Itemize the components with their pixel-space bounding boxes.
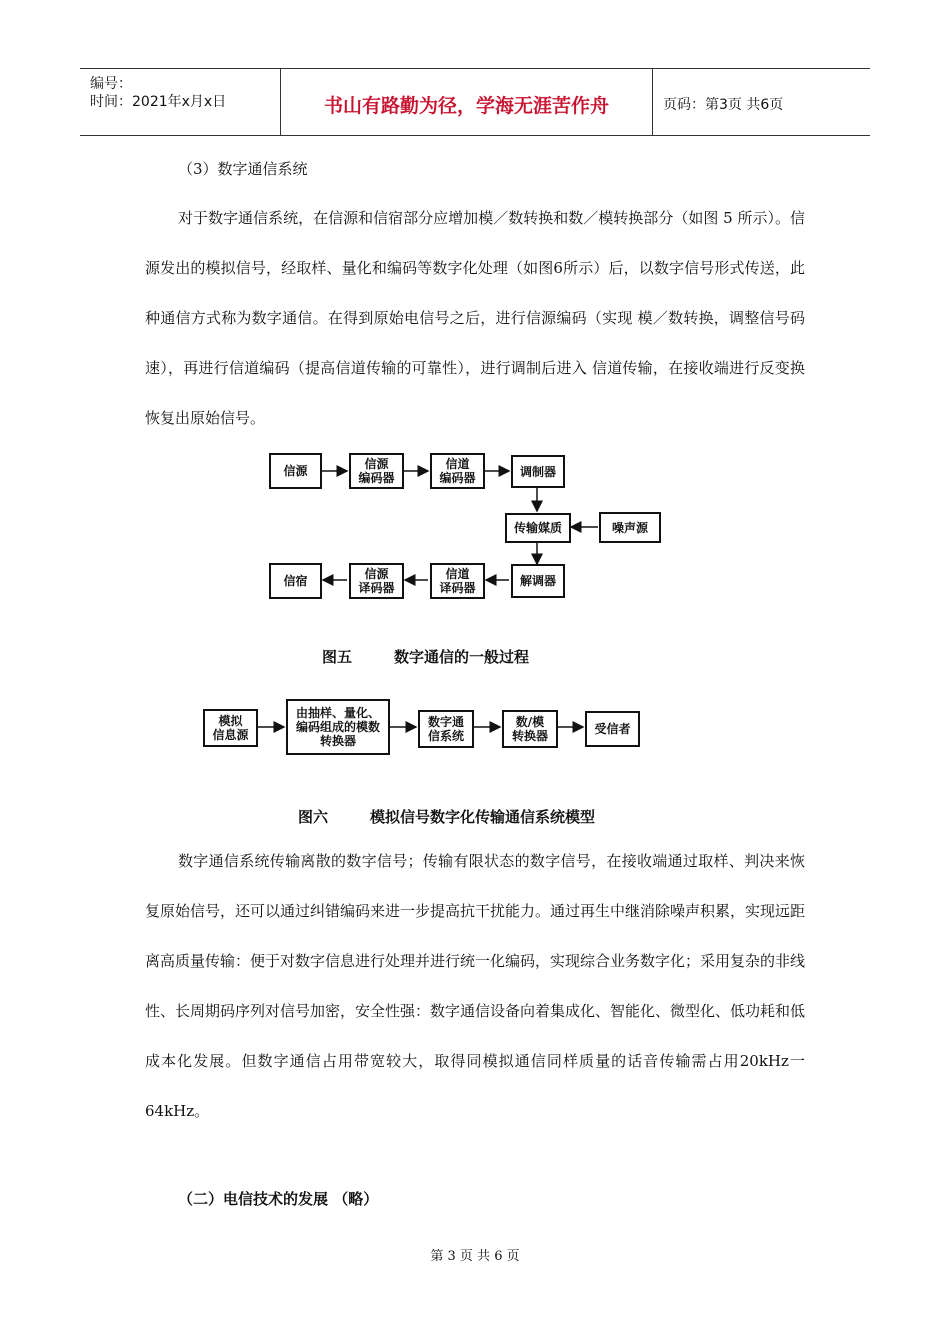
section-heading-digital-communication: （3）数字通信系统 <box>178 160 308 178</box>
box-digital-system <box>418 710 474 748</box>
box-demodulator <box>511 564 565 598</box>
box-medium-label: 传输媒质 <box>513 521 562 535</box>
box-source-encoder-label: 信源 编码器 <box>358 457 395 485</box>
box-transmission-medium <box>505 513 571 543</box>
box-da-converter-label: 数/模 转换器 <box>511 715 548 743</box>
header-motto: 书山有路勤为径，学海无涯苦作舟 <box>323 95 609 117</box>
box-ad-converter-label: 由抽样、量化、 编码组成的模数 转换器 <box>295 706 380 748</box>
box-noise-label: 噪声源 <box>611 520 648 535</box>
section-heading-telecom-development: （二）电信技术的发展 （略） <box>178 1190 379 1208</box>
box-receiver <box>585 711 640 747</box>
page-footer: 第 3 页 共 6 页 <box>430 1249 520 1264</box>
box-sink <box>269 563 322 599</box>
box-channel-encoder <box>430 453 485 489</box>
box-ad-converter <box>286 699 390 755</box>
box-receiver-label: 受信者 <box>594 722 631 736</box>
figure-6-caption <box>298 806 595 827</box>
box-source-encoder <box>349 453 404 489</box>
box-source-decoder <box>349 563 404 599</box>
box-channel-encoder-label: 信道 编码器 <box>439 457 476 485</box>
box-channel-decoder-label: 信道 译码器 <box>439 567 476 595</box>
paragraph-1: 对于数字通信系统，在信源和信宿部分应增加模／数转换和数／模转换部分（如图 5 所示）。信源发出的模拟信号，经取样、量化和编码等数字化处理（如图6所示）后，以数字信号形式传送，此种通信方式称为数字通信。在得到原始电信号之后，进行信源编码（实现 模／数转换，调整信号码速），再进行信道编码（提高信道传输的可靠性），进行调制后进入 信道传输，在接收端进行反变换恢复出原始信号。 <box>145 209 805 427</box>
paragraph-2: 数字通信系统传输离散的数字信号；传输有限状态的数字信号，在接收端通过取样、判决来恢复原始信号，还可以通过纠错编码来进一步提高抗干扰能力。通过再生中继消除噪声积累，实现远距离高质量传输：便于对数字信息进行处理并进行统一化编码，实现综合业务数字化；采用复杂的非线性、长周期码序列对信号加密，安全性强：数字通信设备向着集成化、智能化、微型化、低功耗和低成本化发展。但数字通信占用带宽较大，取得同模拟通信同样质量的话音传输需占用20kHz一 64kHz。 <box>145 852 806 1120</box>
box-source-label: 信源 <box>283 464 308 478</box>
box-source <box>269 453 322 489</box>
figure-5-caption-text: 数字通信的一般过程 <box>394 648 530 666</box>
figure-6-caption-number: 图六 <box>298 808 329 826</box>
box-source-decoder-label: 信源 译码器 <box>358 567 395 595</box>
box-analog-source <box>203 709 258 747</box>
box-noise-source <box>599 512 661 543</box>
header-page-number: 页码：第3页 共6页 <box>663 97 784 113</box>
figure-6-caption-text: 模拟信号数字化传输通信系统模型 <box>370 808 596 826</box>
doc-number-label: 编号： <box>90 76 132 92</box>
box-sink-label: 信宿 <box>283 574 308 588</box>
box-digital-system-label: 数字通 信系统 <box>427 715 464 743</box>
box-channel-decoder <box>430 563 485 599</box>
figure-5-caption <box>322 646 529 667</box>
doc-time-label: 时间：2021年x月x日 <box>90 94 227 110</box>
figure-5-caption-number: 图五 <box>322 648 353 666</box>
box-analog-source-label: 模拟 信息源 <box>212 714 249 742</box>
box-demodulator-label: 解调器 <box>519 574 556 588</box>
box-modulator <box>511 455 565 488</box>
box-da-converter <box>502 710 558 748</box>
box-modulator-label: 调制器 <box>519 464 556 479</box>
